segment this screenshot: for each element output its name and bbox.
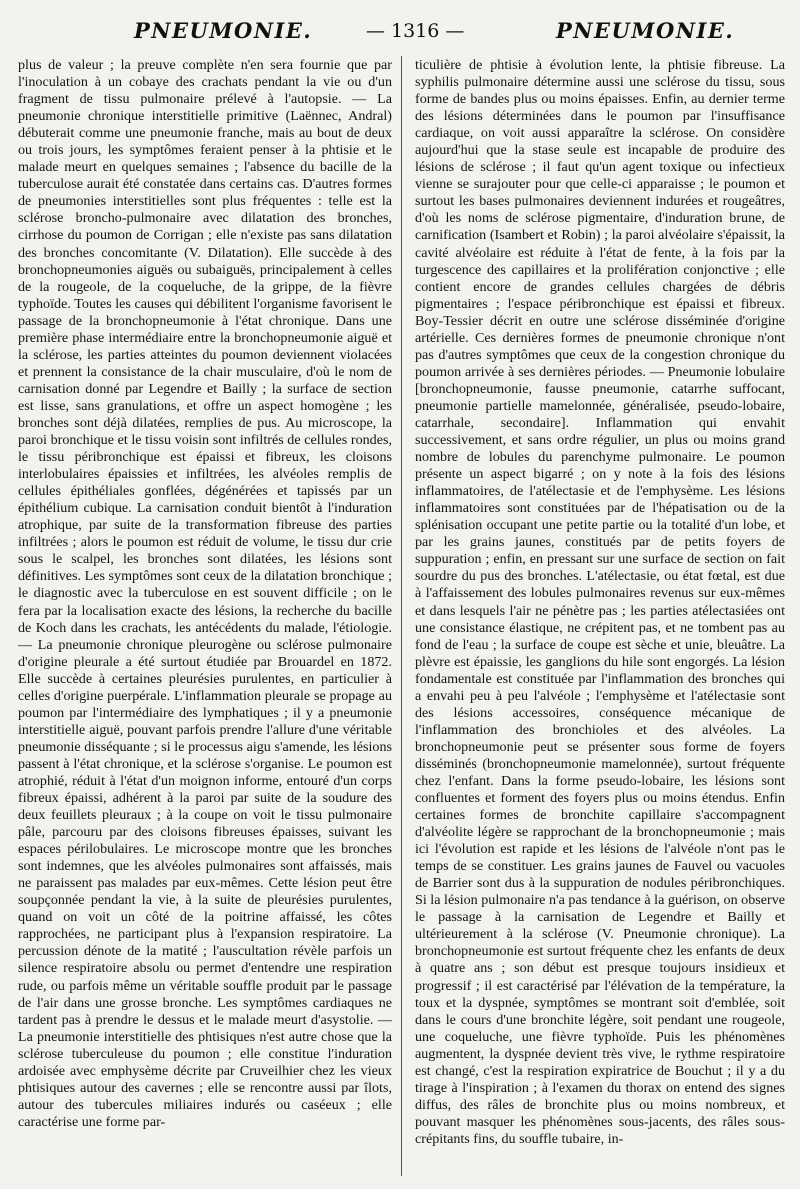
left-column <box>18 57 392 1179</box>
header-right-title: PNEUMONIE. <box>556 18 735 43</box>
left-column-text: plus de valeur ; la preuve complète n'en sera fournie que par l'inoculation à un cobaye des crachats pendant la vie ou d'un fragment de tissu pulmonaire prélevé à l'autopsie. — La pneumonie chronique interstitielle primitive (Laënnec, Andral) débuterait comme une pneumonie franche, mais au bout de deux ou trois jours, les symptômes feraient penser à la phtisie et le malade meurt en quelques semaines ; l'absence du bacille de la tuberculose aurait été constatée dans certains cas. D'autres formes de pneumonies interstitielles sont plus fréquentes : telle est la sclérose broncho-pulmonaire avec dilatation des bronches, cirrhose du poumon de Corrigan ; elle n'existe pas sans dilatation des bronches concomitante (V. Dilatation). Elle succède à des bronchopneumonies aiguës ou subaiguës, principalement à celles de la rougeole, de la coqueluche, de la grippe, de la fièvre typhoïde. Toutes les causes qui débilitent l'organisme favorisent le passage de la bronchopneumonie à l'état chronique. Dans une première phase intermédiaire entre la bronchopneumonie aiguë et la sclérose, les parties atteintes du poumon deviennent violacées et prennent la consistance de la chair musculaire, d'où le nom de carnisation donné par Legendre et Bailly ; la surface de section est lisse, sans granulations, et offre un aspect homogène ; les bronches sont déjà dilatées, remplies de pus. Au microscope, la paroi bronchique et le tissu voisin sont infiltrés de cellules rondes, le tissu péribronchique est épaissi et fibreux, les cloisons interlobulaires épaissies et infiltrées, les alvéoles remplis de cellules épithéliales gonflées, dégénérées et tapissés par un épithélium cubique. La carnisation conduit bientôt à l'induration atrophique, par suite de la transformation fibreuse des parties infiltrées ; alors le poumon est réduit de volume, le tissu dur crie sous le scalpel, les bronches sont dilatées, les lésions sont définitives. Les symptômes sont ceux de la dilatation bronchique ; le diagnostic avec la tuberculose en est souvent difficile ; on le fera par la localisation exacte des lésions, la recherche du bacille de Koch dans les crachats, les antécédents du malade, l'étiologie. — La pneumonie chronique pleurogène ou sclérose pulmonaire d'origine pleurale a été surtout étudiée par Brouardel en 1872. Elle succède à certaines pleurésies purulentes, en particulier à celles d'origine puerpérale. L'inflammation pleurale se propage au poumon par l'intermédiaire des lymphatiques ; il y a pneumonie interstitielle aiguë, pouvant parfois prendre l'allure d'une véritable pneumonie disséquante ; si le processus aigu s'amende, les lésions passent à l'état chronique, et la sclérose s'organise. Le poumon est atrophié, réduit à l'état d'un moignon informe, entouré d'un corps fibreux épaissi, adhérent à la paroi par suite de la soudure des deux feuillets pleuraux ; à la coupe on voit le tissu pulmonaire pâle, parcouru par des cloisons fibreuses épaisses, suivant les espaces périlobulaires. Le microscope montre que les bronches sont indemnes, que les alvéoles pulmonaires sont affaissés, mais ne paraissent pas malades par eux-mêmes. Cette lésion peut être soupçonnée pendant la vie, à la suite de pleurésies purulentes, quand on voit un côté de la poitrine affaissé, les côtes rapprochées, ne participant plus à l'expansion respiratoire. La percussion dénote de la matité ; l'auscultation révèle parfois un silence respiratoire absolu ou permet d'entendre une respiration rude, ou parfois même un véritable souffle produit par le passage de l'air dans une grosse bronche. Les symptômes cardiaques ne tardent pas à prendre le dessus et le malade meurt d'asystolie. — La pneumonie interstitielle des phtisiques n'est autre chose que la sclérose tuberculeuse du poumon ; elle constitue l'induration ardoisée avec emphysème décrite par Cruveilhier chez les vieux phtisiques autour des cavernes ; elle se rencontre aussi par îlots, autour des tubercules miliaires indurés ou caséeux ; elle caractérise une forme par- <box>18 57 392 1130</box>
column-divider <box>401 56 402 1176</box>
page-number: — 1316 — <box>366 20 465 42</box>
running-head <box>0 18 800 46</box>
right-column <box>415 57 785 1179</box>
right-column-text: ticulière de phtisie à évolution lente, la phtisie fibreuse. La syphilis pulmonaire détermine aussi une sclérose du tissu, sous forme de bandes plus ou moins épaisses. Enfin, au dernier terme des lésions déterminées dans le poumon par l'insuffisance cardiaque, on voit aussi apparaître la sclérose. On considère aujourd'hui que la stase seule est incapable de produire des lésions de sclérose ; il faut qu'un agent toxique ou infectieux vienne se surajouter pour que celle-ci apparaisse ; le poumon et surtout les bases pulmonaires deviennent indurées et rougeâtres, d'où les noms de sclérose pigmentaire, d'induration brune, de carnification (Isambert et Robin) ; la paroi alvéolaire s'épaissit, la cavité alvéolaire est réduite à l'état de fente, à la fois par la turgescence des capillaires et la prolifération conjonctive ; elle contient encore de grandes cellules chargées de débris pigmentaires ; l'espace péribronchique est épaissi et fibreux. Boy-Tessier décrit en outre une sclérose disséminée d'origine artérielle. Ces dernières formes de pneumonie chronique n'ont pas d'autres symptômes que ceux de la congestion chronique du poumon arrivée à ses dernières périodes. — Pneumonie lobulaire [bronchopneumonie, fausse pneumonie, catarrhe suffocant, pneumonie partielle mamelonnée, généralisée, pseudo-lobaire, catarrhale, secondaire]. Inflammation qui envahit successivement, et sans ordre régulier, un plus ou moins grand nombre de lobules du parenchyme pulmonaire. Le poumon présente un aspect bigarré ; on y note à la fois des lésions inflammatoires, de l'atélectasie et de l'emphysème. Les lésions inflammatoires sont constituées par de l'hépatisation ou de la splénisation occupant une petite partie ou la totalité d'un lobe, et par les grains jaunes, constitués par de petits foyers de suppuration ; enfin, en pressant sur une surface de section on fait sourdre du pus des bronches. L'atélectasie, ou état fœtal, est due à l'affaissement des lobules pulmonaires revenus sur eux-mêmes et dans lesquels l'air ne pénètre pas ; les parties atélectasiées ont une consistance élastique, ne crépitent pas, et ne tombent pas au fond de l'eau ; la surface de coupe est sèche et unie, bleuâtre. La plèvre est épaissie, les ganglions du hile sont engorgés. La lésion fondamentale est constituée par l'inflammation des bronches qui a envahi peu à peu l'alvéole ; l'emphysème et l'atélectasie sont des lésions accessoires, conséquence mécanique de l'inflammation des bronchioles et des alvéoles. La bronchopneumonie peut se présenter sous forme de foyers disséminés (bronchopneumonie mamelonnée), surtout fréquente chez l'enfant. Dans la forme pseudo-lobaire, les lésions sont confluentes et forment des foyers plus ou moins étendus. Enfin certaines formes de bronchite capillaire s'accompagnent d'alvéolite légère se rapprochant de la bronchopneumonie ; mais ici l'évolution est rapide et les lésions de l'alvéole n'ont pas le temps de se constituer. Les grains jaunes de Fauvel ou vacuoles de Barrier sont dus à la suppuration de nodules péribronchiques. Si la lésion pulmonaire n'a pas tendance à la guérison, on observe le passage à la carnisation de Legendre et Bailly et ultérieurement à la sclérose (V. Pneumonie chronique). La bronchopneumonie est surtout fréquente chez les enfants de deux à quatre ans ; son début est presque toujours insidieux et progressif ; il est caractérisé par l'élévation de la température, la toux et la dyspnée, symptômes se montrant soit d'emblée, soit dans le cours d'une bronchite légère, soit pendant une rougeole, une coqueluche, une fièvre typhoïde. Puis les phénomènes augmentent, la dyspnée devient très vive, le rythme respiratoire est changé, c'est la respiration expiratrice de Bouchut ; il y a du tirage à l'inspiration ; à l'examen du thorax on entend des signes diffus, des râles de bronchite plus ou moins nombreux, et pouvant masquer les phénomènes sous-jacents, des râles sous-crépitants fins, du souffle tubaire, in- <box>415 57 785 1147</box>
header-left-title: PNEUMONIE. <box>134 18 313 43</box>
